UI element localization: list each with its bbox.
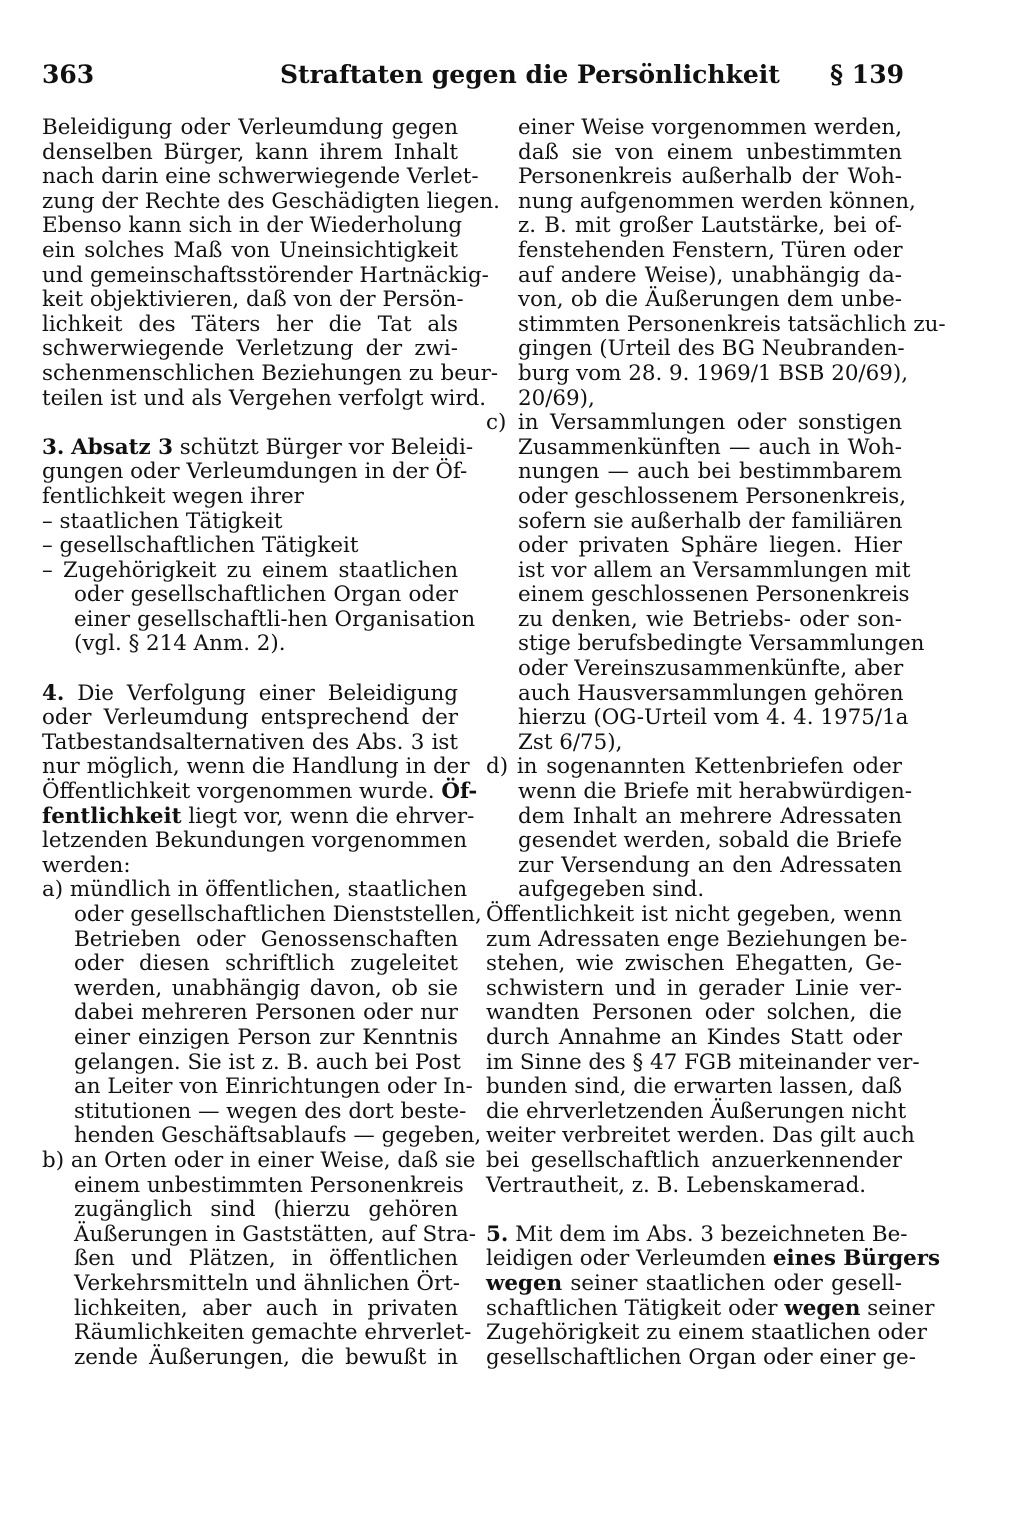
running-header bbox=[42, 60, 904, 96]
text-line: nach darin eine schwerwiegende Verlet- bbox=[42, 164, 479, 190]
text-line: stimmten Personenkreis tatsächlich zu- bbox=[518, 311, 946, 337]
text-line: nungen — auch bei bestimmbarem bbox=[518, 459, 902, 485]
text-line: werden: bbox=[42, 852, 131, 878]
text-line: denselben Bürger, kann ihrem Inhalt bbox=[42, 139, 458, 165]
annotation-3 bbox=[42, 434, 476, 657]
text-line: werden, unabhängig davon, ob sie bbox=[74, 975, 458, 1001]
text-line: stitutionen — wegen des dort beste- bbox=[74, 1098, 467, 1124]
text-line: 5. Mit dem im Abs. 3 bezeichneten Be- bbox=[486, 1221, 908, 1247]
text-line: 3. Absatz 3 schützt Bürger vor Beleidi- bbox=[42, 434, 474, 460]
text-line: schenmenschlichen Beziehungen zu beur- bbox=[42, 360, 499, 386]
text-line: gungen oder Verleumdungen in der Öf- bbox=[42, 459, 468, 485]
bold-term: eines Bürgers bbox=[772, 1246, 941, 1272]
text-line: 4. Die Verfolgung einer Beleidigung bbox=[42, 680, 458, 706]
text-line: Zugehörigkeit zu einem staatlichen oder bbox=[486, 1320, 927, 1346]
text-line: hierzu (OG-Urteil vom 4. 4. 1975/1a bbox=[518, 705, 909, 731]
text-line: dem Inhalt an mehrere Adressaten bbox=[518, 803, 902, 829]
text-line: Personenkreis außerhalb der Woh- bbox=[518, 164, 902, 190]
text-line: henden Geschäftsablaufs — gegeben, bbox=[74, 1123, 482, 1149]
annotation-number: 3. bbox=[42, 434, 65, 460]
text-line: burg vom 28. 9. 1969/1 BSB 20/69), bbox=[518, 360, 908, 386]
text-line: oder Vereinszusammenkünfte, aber bbox=[518, 656, 904, 682]
text-line: teilen ist und als Vergehen verfolgt wird. bbox=[42, 385, 487, 411]
text-line: lichkeiten, aber auch in privaten bbox=[74, 1295, 458, 1321]
text-line: gingen (Urteil des BG Neubranden- bbox=[518, 336, 905, 362]
text-line: bei gesellschaftlich anzuerkennender bbox=[486, 1147, 902, 1173]
paragraph-oeffentlichkeit bbox=[486, 902, 920, 1198]
text-line: oder diesen schriftlich zugeleitet bbox=[74, 951, 458, 977]
text-line: von, ob die Äußerungen dem unbe- bbox=[518, 287, 902, 313]
text-line: Öffentlichkeit vorgenommen wurde. Öf- bbox=[42, 779, 478, 805]
text-line: daß sie von einem unbestimmten bbox=[518, 139, 902, 165]
text-line: auf andere Weise), unabhängig da- bbox=[518, 262, 902, 288]
text-line: wegen seiner staatlichen oder gesell- bbox=[486, 1270, 902, 1296]
annotation-number: 5. bbox=[486, 1221, 509, 1247]
text-line: schaftlichen Tätigkeit oder wegen seiner bbox=[486, 1295, 935, 1321]
text-line: wandten Personen oder solchen, die bbox=[486, 1000, 902, 1026]
text-line: nur möglich, wenn die Handlung in der bbox=[42, 754, 470, 780]
text-line: gelangen. Sie ist z. B. auch bei Post bbox=[74, 1049, 461, 1075]
text-line: auch Hausversammlungen gehören bbox=[518, 680, 904, 706]
text-line: oder privaten Sphäre liegen. Hier bbox=[518, 533, 902, 559]
text-line: an Leiter von Einrichtungen oder In- bbox=[74, 1074, 473, 1100]
text-line: nung aufgenommen werden können, bbox=[518, 188, 916, 214]
text-line: oder gesellschaftlichen Organ oder bbox=[74, 582, 458, 608]
text-line: gesendet werden, sobald die Briefe bbox=[518, 828, 903, 854]
paragraph-continued bbox=[42, 115, 500, 411]
text-line: einer Weise vorgenommen werden, bbox=[518, 115, 902, 140]
text-line: schwistern und in gerader Linie ver- bbox=[486, 975, 902, 1001]
text-line: Öffentlichkeit ist nicht gegeben, wenn bbox=[486, 902, 902, 927]
text-line: zur Versendung an den Adressaten bbox=[518, 852, 902, 878]
text-line: c) in Versammlungen oder sonstigen bbox=[486, 410, 902, 436]
text-line: zung der Rechte des Geschädigten liegen. bbox=[42, 188, 500, 214]
text-line: schwerwiegende Verletzung der zwi- bbox=[42, 336, 458, 362]
chapter-title: Straftaten gegen die Persönlichkeit bbox=[280, 60, 780, 89]
annotation-number: 4. bbox=[42, 680, 65, 706]
bold-term: wegen bbox=[486, 1270, 563, 1296]
text-line: keit objektivieren, daß von der Persön- bbox=[42, 287, 464, 313]
list-item-c bbox=[486, 410, 925, 755]
text-line: wenn die Briefe mit herabwürdigen- bbox=[518, 779, 912, 805]
text-line: oder gesellschaftlichen Dienststellen, bbox=[74, 902, 482, 927]
text-line: aufgegeben sind. bbox=[518, 877, 705, 903]
text-line: Zst 6/75), bbox=[518, 729, 623, 755]
text-line: ist vor allem an Versammlungen mit bbox=[518, 557, 911, 583]
text-line: einem geschlossenen Personenkreis bbox=[518, 582, 910, 608]
text-line: 20/69), bbox=[518, 385, 595, 411]
text-line: fentlichkeit wegen ihrer bbox=[42, 483, 304, 509]
text-line: Äußerungen in Gaststätten, auf Stra- bbox=[74, 1221, 476, 1247]
list-item-b: b) an Orten oder in einer Weise, daß sie bbox=[42, 1147, 476, 1173]
text-line: ein solches Maß von Uneinsichtigkeit bbox=[42, 237, 458, 263]
bold-term: fentlichkeit bbox=[42, 803, 182, 829]
text-line: und gemeinschaftsstörender Hartnäckig- bbox=[42, 262, 489, 288]
section-number: § 139 bbox=[830, 60, 904, 89]
text-line: lichkeit des Täters her die Tat als bbox=[42, 311, 458, 337]
text-line: einem unbestimmten Personenkreis bbox=[74, 1172, 464, 1198]
left-column bbox=[42, 115, 500, 1370]
text-line: gesellschaftlichen Organ oder einer ge- bbox=[486, 1344, 916, 1370]
annotation-5 bbox=[486, 1221, 941, 1371]
bold-term: Absatz 3 bbox=[71, 434, 173, 460]
dash-item: – Zugehörigkeit zu einem staatlichen bbox=[42, 557, 458, 583]
text-line: weiter verbreitet werden. Das gilt auch bbox=[486, 1123, 915, 1149]
text-line: bunden sind, die erwarten lassen, daß bbox=[486, 1074, 902, 1100]
text-line: einer einzigen Person zur Kenntnis bbox=[74, 1024, 458, 1050]
text-line: durch Annahme an Kindes Statt oder bbox=[486, 1024, 902, 1050]
bold-term: wegen bbox=[784, 1295, 861, 1321]
text-line: z. B. mit großer Lautstärke, bei of- bbox=[518, 213, 902, 239]
text-line: Tatbestandsalternativen des Abs. 3 ist bbox=[42, 729, 458, 755]
page-number: 363 bbox=[42, 60, 95, 89]
text-line: (vgl. § 214 Anm. 2). bbox=[74, 631, 286, 657]
list-item-b-continued bbox=[486, 115, 946, 411]
text-line: Verkehrsmitteln und ähnlichen Ört- bbox=[74, 1270, 460, 1296]
dash-item: – gesellschaftlichen Tätigkeit bbox=[42, 533, 359, 559]
dash-item: – staatlichen Tätigkeit bbox=[42, 508, 283, 534]
text-line: Räumlichkeiten gemachte ehrverlet- bbox=[74, 1320, 472, 1346]
text-line: im Sinne des § 47 FGB miteinander ver- bbox=[486, 1049, 920, 1075]
text-line: einer gesellschaftli-hen Organisation bbox=[74, 606, 476, 632]
text-line: stige berufsbedingte Versammlungen bbox=[518, 631, 925, 657]
text-line: Zusammenkünften — auch in Woh- bbox=[518, 434, 902, 460]
text-line: letzenden Bekundungen vorgenommen bbox=[42, 828, 467, 854]
text-line: leidigen oder Verleumden eines Bürgers bbox=[486, 1246, 941, 1272]
text-line: zugänglich sind (hierzu gehören bbox=[74, 1197, 458, 1223]
text-line: oder Verleumdung entsprechend der bbox=[42, 705, 458, 731]
text-line: zende Äußerungen, die bewußt in bbox=[74, 1344, 458, 1370]
text-line: zum Adressaten enge Beziehungen be- bbox=[486, 926, 908, 952]
text-line: dabei mehreren Personen oder nur bbox=[74, 1000, 458, 1026]
text-line: die ehrverletzenden Äußerungen nicht bbox=[486, 1098, 907, 1124]
text-line: sofern sie außerhalb der familiären bbox=[518, 508, 903, 534]
text-line: Beleidigung oder Verleumdung gegen bbox=[42, 115, 458, 140]
annotation-4 bbox=[42, 680, 482, 1371]
text-line: ßen und Plätzen, in öffentlichen bbox=[74, 1246, 458, 1272]
text-line: Ebenso kann sich in der Wiederholung bbox=[42, 213, 463, 239]
text-line: fentlichkeit liegt vor, wenn die ehrver- bbox=[42, 803, 475, 829]
list-item-d bbox=[486, 754, 912, 903]
text-line: fenstehenden Fenstern, Türen oder bbox=[518, 237, 903, 263]
right-column bbox=[486, 115, 946, 1370]
text-line: Vertrautheit, z. B. Lebenskamerad. bbox=[486, 1172, 867, 1198]
text-line: stehen, wie zwischen Ehegatten, Ge- bbox=[486, 951, 902, 977]
text-line: oder geschlossenem Personenkreis, bbox=[518, 483, 907, 509]
text-line: Betrieben oder Genossenschaften bbox=[74, 926, 458, 952]
text-line: zu denken, wie Betriebs- oder son- bbox=[518, 606, 902, 632]
text-line: d) in sogenannten Kettenbriefen oder bbox=[486, 754, 902, 780]
list-item-a: a) mündlich in öffentlichen, staatlichen bbox=[42, 877, 468, 903]
bold-term: Öf- bbox=[441, 779, 478, 805]
